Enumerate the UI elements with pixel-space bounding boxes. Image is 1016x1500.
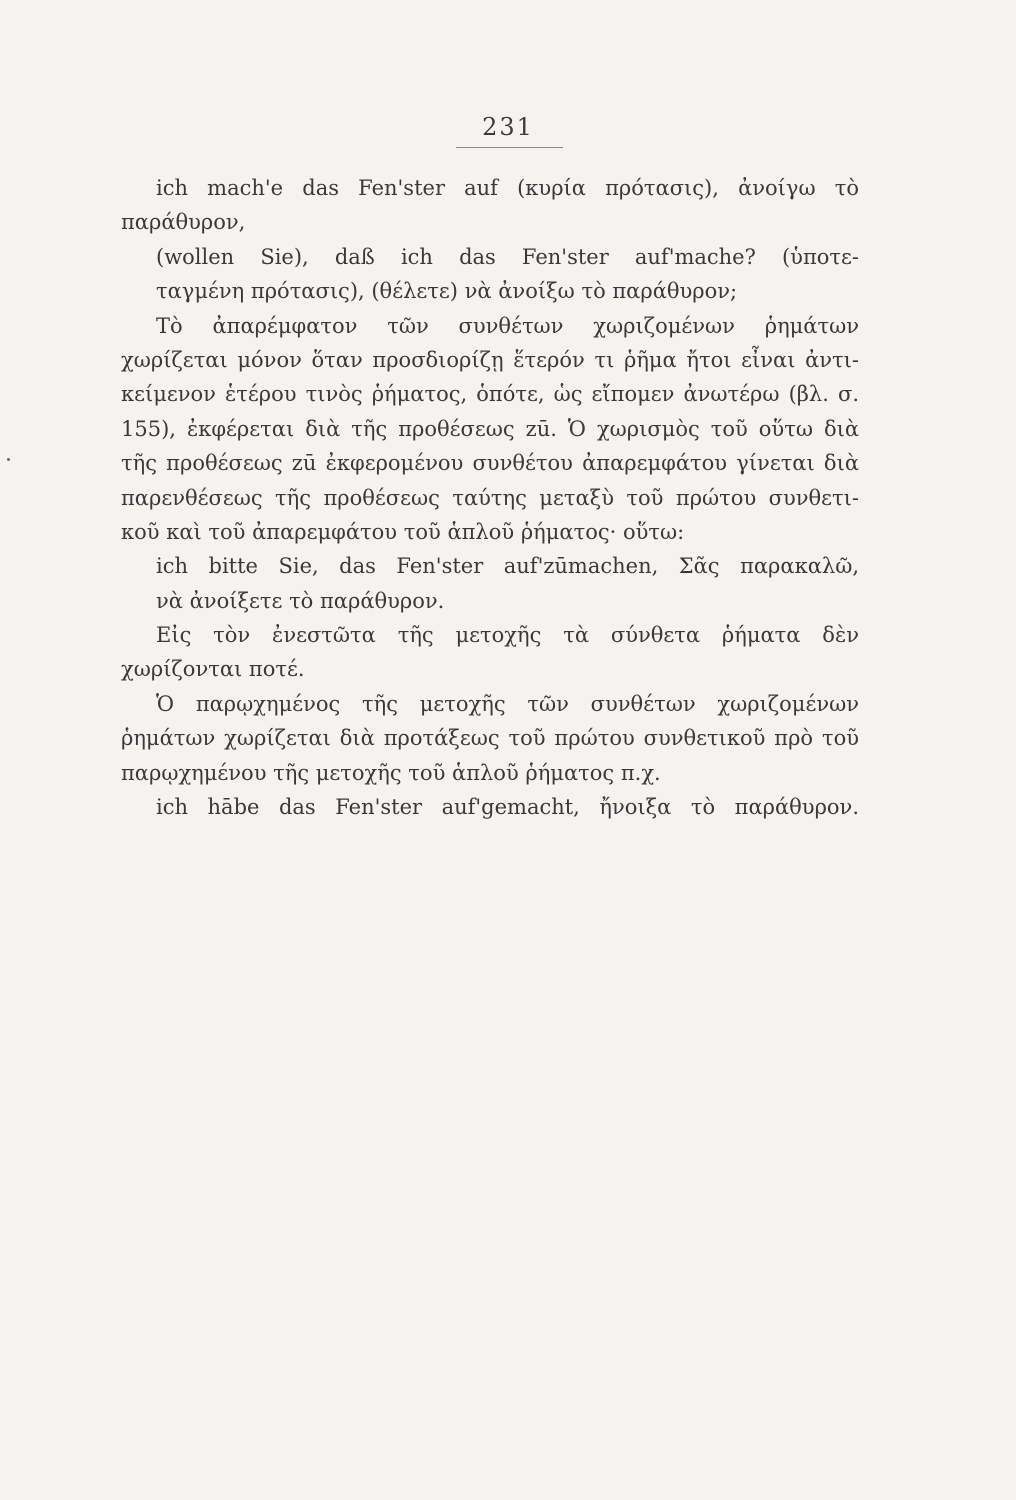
page-number: 231 bbox=[482, 113, 534, 141]
body-text bbox=[121, 171, 859, 824]
text-line: κοῦ καὶ τοῦ ἀπαρεμφάτου τοῦ ἁπλοῦ ῥήματος· οὕτω: bbox=[121, 519, 685, 544]
text-line: ich bitte Sie, das Fen'ster auf'zūmachen, Σᾶς παρακαλῶ, bbox=[156, 554, 859, 579]
text-line: ῥημάτων χωρίζεται διὰ προτάξεως τοῦ πρώτου συνθετικοῦ πρὸ τοῦ bbox=[121, 726, 859, 751]
text-line: τῆς προθέσεως zū ἐκφερομένου συνθέτου ἀπαρεμφάτου γίνεται διὰ bbox=[121, 451, 859, 476]
text-line: κείμενον ἑτέρου τινὸς ῥήματος, ὁπότε, ὡς εἴπομεν ἀνωτέρω (βλ. σ. bbox=[121, 382, 859, 407]
text-line: ich mach'e das Fen'ster auf (κυρία πρότασις), ἀνοίγω τὸ bbox=[156, 176, 859, 200]
text-line: παράθυρον, bbox=[121, 210, 246, 235]
text-line: νὰ ἀνοίξετε τὸ παράθυρον. bbox=[156, 588, 445, 613]
text-line: χωρίζεται μόνον ὅταν προσδιορίζῃ ἕτερόν τι ῥῆμα ἤτοι εἶναι ἀντι- bbox=[121, 347, 859, 372]
text-line: Τὸ ἀπαρέμφατον τῶν συνθέτων χωριζομένων ῥημάτων bbox=[156, 313, 859, 338]
text-line: 155), ἐκφέρεται διὰ τῆς προθέσεως zū. Ὁ χωρισμὸς τοῦ οὕτω διὰ bbox=[121, 416, 859, 441]
text-line: παρῳχημένου τῆς μετοχῆς τοῦ ἁπλοῦ ῥήματος π.χ. bbox=[121, 760, 661, 785]
page-number-rule bbox=[456, 147, 563, 148]
text-line: Εἰς τὸν ἐνεστῶτα τῆς μετοχῆς τὰ σύνθετα ῥήματα δὲν bbox=[156, 623, 859, 648]
margin-speck bbox=[7, 458, 10, 461]
text-line: ταγμένη πρότασις), (θέλετε) νὰ ἀνοίξω τὸ παράθυρον; bbox=[156, 279, 738, 304]
text-line: χωρίζονται ποτέ. bbox=[121, 657, 305, 682]
text-line: (wollen Sie), daß ich das Fen'ster auf'mache? (ὑποτε- bbox=[156, 244, 859, 269]
text-line: παρενθέσεως τῆς προθέσεως ταύτης μεταξὺ τοῦ πρώτου συνθετι- bbox=[121, 485, 859, 510]
text-line: ich hābe das Fen'ster auf'gemacht, ἤνοιξα τὸ παράθυρον. bbox=[156, 795, 859, 820]
text-line: Ὁ παρῳχημένος τῆς μετοχῆς τῶν συνθέτων χωριζομένων bbox=[156, 691, 859, 716]
